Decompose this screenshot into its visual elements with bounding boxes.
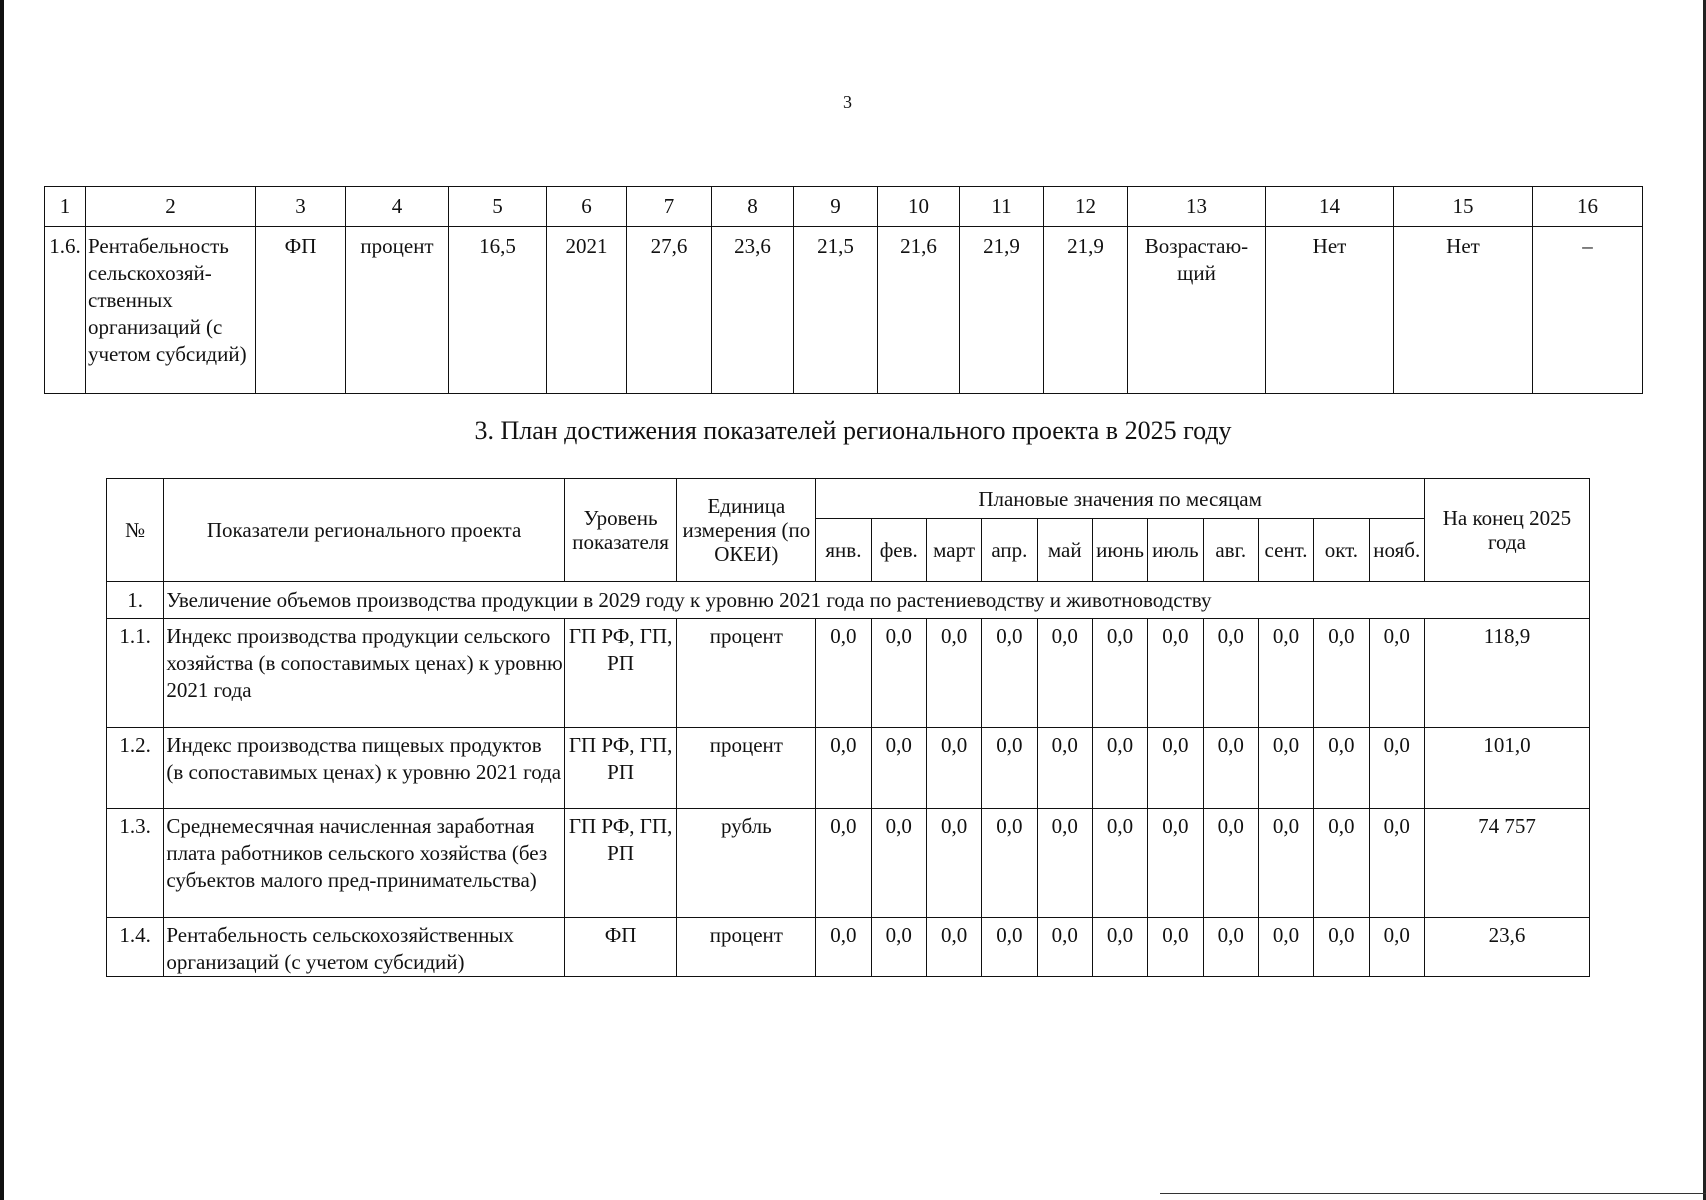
end-of-year-value: 23,6 <box>1424 918 1589 977</box>
month-value: 0,0 <box>1369 619 1424 728</box>
value-cell: 2021 <box>547 227 627 394</box>
column-number: 4 <box>346 187 449 227</box>
month-value: 0,0 <box>1203 809 1258 918</box>
flag-cell: Нет <box>1394 227 1533 394</box>
scan-left-edge <box>0 0 4 1200</box>
header-unit: Единица измерения (по ОКЕИ) <box>677 479 816 582</box>
end-of-year-value: 74 757 <box>1424 809 1589 918</box>
column-number: 9 <box>794 187 878 227</box>
month-value: 0,0 <box>871 809 926 918</box>
month-value: 0,0 <box>1148 918 1203 977</box>
table-row <box>107 619 1590 728</box>
indicator-unit: рубль <box>677 809 816 918</box>
column-number: 7 <box>627 187 712 227</box>
trend-cell: Возрастаю-щий <box>1128 227 1266 394</box>
month-value: 0,0 <box>1314 918 1369 977</box>
header-row <box>107 479 1590 519</box>
end-of-year-value: 101,0 <box>1424 728 1589 809</box>
month-header: апр. <box>982 519 1037 582</box>
month-value: 0,0 <box>926 619 981 728</box>
month-value: 0,0 <box>1258 918 1313 977</box>
month-value: 0,0 <box>1037 619 1092 728</box>
month-value: 0,0 <box>1092 728 1147 809</box>
month-header: июль <box>1148 519 1203 582</box>
flag-cell: Нет <box>1266 227 1394 394</box>
month-header: март <box>926 519 981 582</box>
column-number: 11 <box>960 187 1044 227</box>
row-number: 1.6. <box>45 227 86 394</box>
column-number: 1 <box>45 187 86 227</box>
month-value: 0,0 <box>871 728 926 809</box>
month-value: 0,0 <box>926 809 981 918</box>
table-row <box>107 809 1590 918</box>
row-number: 1.2. <box>107 728 164 809</box>
month-header: окт. <box>1314 519 1369 582</box>
month-value: 0,0 <box>1203 619 1258 728</box>
value-cell: 23,6 <box>712 227 794 394</box>
month-value: 0,0 <box>982 728 1037 809</box>
row-number: 1.3. <box>107 809 164 918</box>
month-header: фев. <box>871 519 926 582</box>
month-value: 0,0 <box>1037 809 1092 918</box>
indicator-level: ФП <box>256 227 346 394</box>
month-header: авг. <box>1203 519 1258 582</box>
value-cell: 21,9 <box>960 227 1044 394</box>
month-value: 0,0 <box>871 918 926 977</box>
month-value: 0,0 <box>1037 728 1092 809</box>
month-value: 0,0 <box>1092 918 1147 977</box>
value-cell: 21,9 <box>1044 227 1128 394</box>
month-value: 0,0 <box>1258 619 1313 728</box>
month-value: 0,0 <box>982 809 1037 918</box>
month-value: 0,0 <box>1148 728 1203 809</box>
column-number: 6 <box>547 187 627 227</box>
month-value: 0,0 <box>1369 918 1424 977</box>
header-monthly: Плановые значения по месяцам <box>816 479 1425 519</box>
table-row <box>107 918 1590 977</box>
value-cell: 16,5 <box>449 227 547 394</box>
column-number: 2 <box>86 187 256 227</box>
value-cell: 27,6 <box>627 227 712 394</box>
month-value: 0,0 <box>871 619 926 728</box>
month-value: 0,0 <box>926 728 981 809</box>
month-header: сент. <box>1258 519 1313 582</box>
row-number: 1.1. <box>107 619 164 728</box>
row-number: 1.4. <box>107 918 164 977</box>
indicator-name: Индекс производства пищевых продуктов (в сопоставимых ценах) к уровню 2021 года <box>164 728 564 809</box>
column-number: 8 <box>712 187 794 227</box>
end-of-year-value: 118,9 <box>1424 619 1589 728</box>
indicator-level: ФП <box>564 918 677 977</box>
month-value: 0,0 <box>982 918 1037 977</box>
column-number: 14 <box>1266 187 1394 227</box>
month-value: 0,0 <box>926 918 981 977</box>
column-number: 3 <box>256 187 346 227</box>
column-number: 15 <box>1394 187 1533 227</box>
indicator-unit: процент <box>346 227 449 394</box>
month-value: 0,0 <box>816 619 871 728</box>
indicator-unit: процент <box>677 619 816 728</box>
table-row <box>107 728 1590 809</box>
month-value: 0,0 <box>1369 728 1424 809</box>
header-level: Уровень показателя <box>564 479 677 582</box>
indicator-unit: процент <box>677 918 816 977</box>
column-number: 13 <box>1128 187 1266 227</box>
header-indicator: Показатели регионального проекта <box>164 479 564 582</box>
month-value: 0,0 <box>816 918 871 977</box>
indicator-level: ГП РФ, ГП, РП <box>564 619 677 728</box>
month-value: 0,0 <box>1258 728 1313 809</box>
indicator-name: Рентабельность сельскохозяйственных организаций (с учетом субсидий) <box>164 918 564 977</box>
indicator-level: ГП РФ, ГП, РП <box>564 728 677 809</box>
month-value: 0,0 <box>1314 619 1369 728</box>
continuation-table <box>44 186 1643 394</box>
month-header: янв. <box>816 519 871 582</box>
month-value: 0,0 <box>1148 619 1203 728</box>
indicator-name: Рентабельность сельскохозяй-ственных организаций (с учетом субсидий) <box>86 227 256 394</box>
month-value: 0,0 <box>982 619 1037 728</box>
month-header: май <box>1037 519 1092 582</box>
month-value: 0,0 <box>1148 809 1203 918</box>
indicator-name: Среднемесячная начисленная заработная плата работников сельского хозяйства (без субъектов малого пред-принимательства) <box>164 809 564 918</box>
goal-text: Увеличение объемов производства продукции в 2029 году к уровню 2021 года по растениеводству и животноводству <box>164 582 1590 619</box>
indicator-name: Индекс производства продукции сельского хозяйства (в сопоставимых ценах) к уровню 2021 года <box>164 619 564 728</box>
month-value: 0,0 <box>1092 619 1147 728</box>
month-value: 0,0 <box>1203 918 1258 977</box>
table-row <box>45 227 1643 394</box>
indicator-unit: процент <box>677 728 816 809</box>
section-title: 3. План достижения показателей регионального проекта в 2025 году <box>474 416 1232 445</box>
dash-cell: – <box>1533 227 1643 394</box>
month-value: 0,0 <box>1314 809 1369 918</box>
column-number: 10 <box>878 187 960 227</box>
column-number: 12 <box>1044 187 1128 227</box>
plan-table <box>106 478 1590 977</box>
indicator-level: ГП РФ, ГП, РП <box>564 809 677 918</box>
goal-number: 1. <box>107 582 164 619</box>
value-cell: 21,6 <box>878 227 960 394</box>
month-value: 0,0 <box>1092 809 1147 918</box>
column-number: 16 <box>1533 187 1643 227</box>
column-number-row <box>45 187 1643 227</box>
month-value: 0,0 <box>816 809 871 918</box>
page-number: 3 <box>843 92 852 112</box>
column-number: 5 <box>449 187 547 227</box>
month-header: нояб. <box>1369 519 1424 582</box>
month-value: 0,0 <box>1369 809 1424 918</box>
month-value: 0,0 <box>1258 809 1313 918</box>
goal-row <box>107 582 1590 619</box>
header-end-of-year: На конец 2025 года <box>1424 479 1589 582</box>
month-value: 0,0 <box>1203 728 1258 809</box>
month-value: 0,0 <box>816 728 871 809</box>
month-value: 0,0 <box>1314 728 1369 809</box>
scan-bottom-line <box>1160 1193 1706 1194</box>
month-value: 0,0 <box>1037 918 1092 977</box>
value-cell: 21,5 <box>794 227 878 394</box>
month-header: июнь <box>1092 519 1147 582</box>
header-number: № <box>107 479 164 582</box>
